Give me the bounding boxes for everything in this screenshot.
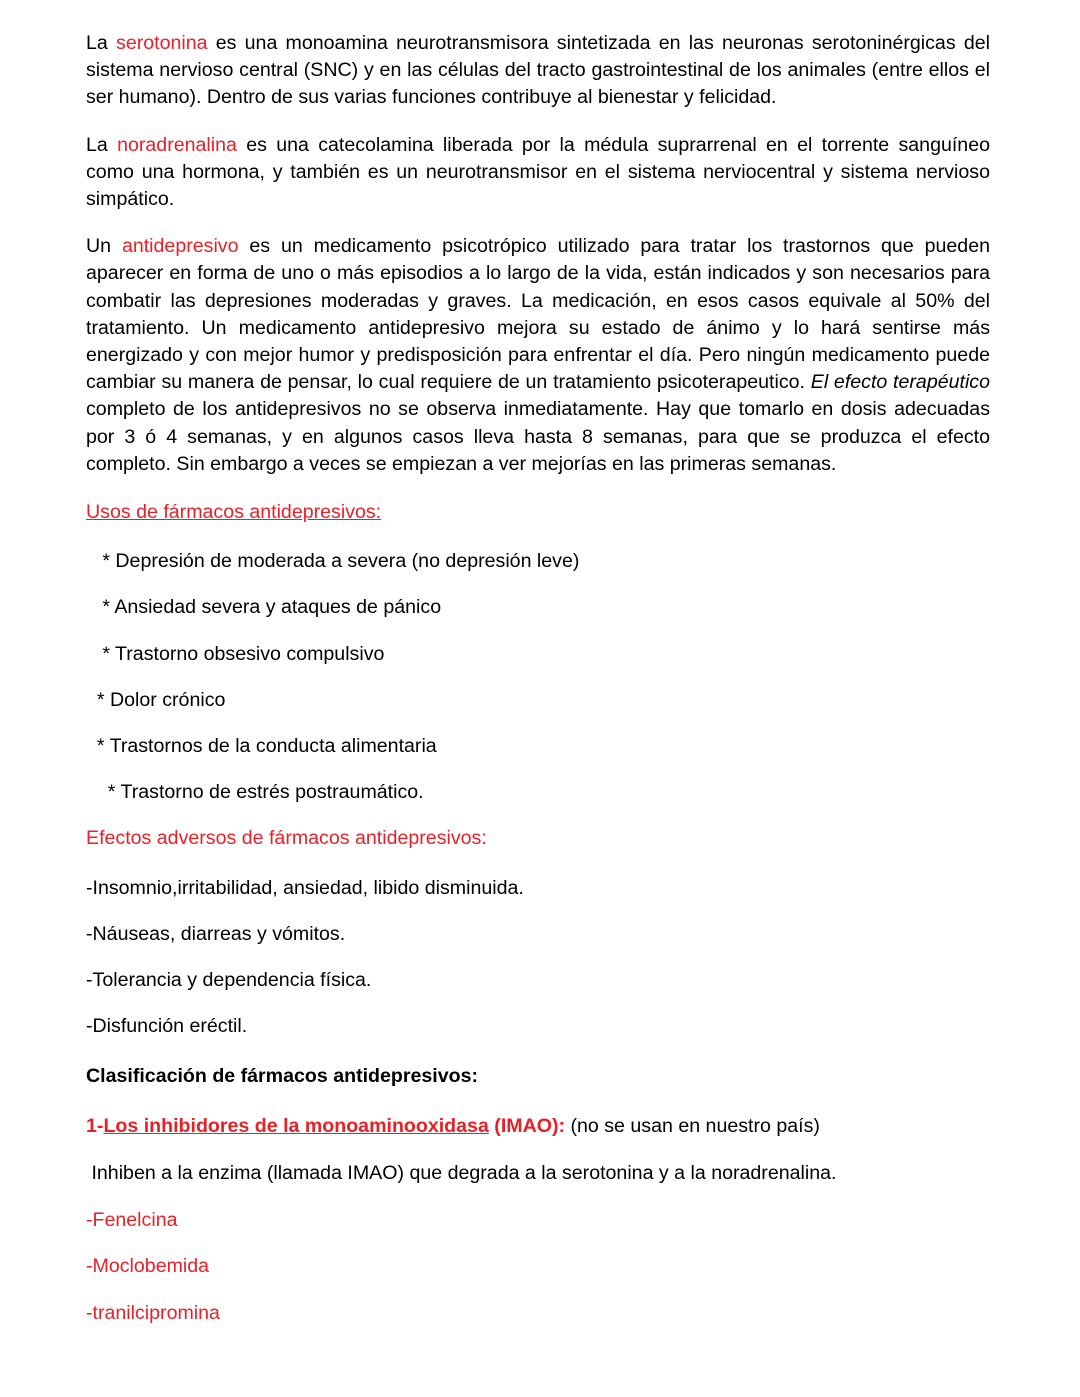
list-item: * Trastornos de la conducta alimentaria bbox=[86, 735, 437, 758]
list-item: -Disfunción eréctil. bbox=[86, 1015, 248, 1038]
keyword-serotonina: serotonina bbox=[116, 32, 208, 54]
list-item: * Depresión de moderada a severa (no depresión leve) bbox=[86, 550, 580, 573]
imao-title: Los inhibidores de la monoaminooxidasa bbox=[103, 1114, 489, 1137]
text-segment: es una monoamina neurotransmisora sintetizada en las neuronas serotoninérgicas del sistema nervioso central (SNC) y en las células del tracto gastrointestinal de los animales (entre ellos el ser humano). Dentro de sus varias funciones contribuye al bienestar y felicidad. bbox=[86, 32, 990, 109]
document-body bbox=[86, 30, 990, 1327]
text-segment: La bbox=[86, 32, 117, 54]
list-item: * Ansiedad severa y ataques de pánico bbox=[86, 596, 442, 619]
usos-list bbox=[86, 548, 990, 806]
paragraph-serotonina bbox=[86, 30, 990, 112]
heading-efectos-adversos: Efectos adversos de fármacos antidepresivos: bbox=[86, 827, 487, 850]
imao-drug-list bbox=[86, 1207, 990, 1327]
text-segment: es una catecolamina liberada por la médula suprarrenal en el torrente sanguíneo como una hormona, y también es un neurotransmisor en el sistema nerviocentral y sistema nervioso simpático. bbox=[86, 133, 990, 211]
list-item: -Náuseas, diarreas y vómitos. bbox=[86, 922, 346, 945]
list-item: -Insomnio,irritabilidad, ansiedad, libido disminuida. bbox=[86, 876, 524, 899]
heading-usos: Usos de fármacos antidepresivos: bbox=[86, 501, 382, 524]
list-item: -Tolerancia y dependencia física. bbox=[86, 969, 372, 992]
list-item: -tranilcipromina bbox=[86, 1301, 220, 1324]
keyword-antidepresivo: antidepresivo bbox=[121, 235, 239, 258]
list-item: * Trastorno obsesivo compulsivo bbox=[86, 642, 385, 665]
list-item: -Fenelcina bbox=[86, 1209, 178, 1232]
list-item: * Dolor crónico bbox=[86, 688, 226, 711]
heading-clasificacion: Clasificación de fármacos antidepresivos: bbox=[86, 1065, 479, 1088]
text-segment: completo de los antidepresivos no se observa inmediatamente. Hay que tomarlo en dosis adecuadas por 3 ó 4 semanas, y en algunos casos lleva hasta 8 semanas, para que se produzca el efecto completo. Sin embargo a veces se empiezan a ver mejorías en las primeras semanas. bbox=[86, 398, 990, 475]
text-segment: La bbox=[86, 133, 118, 156]
imao-note: (no se usan en nuestro país) bbox=[565, 1114, 820, 1137]
imao-description: Inhiben a la enzima (llamada IMAO) que degrada a la serotonina y a la noradrenalina. bbox=[86, 1161, 837, 1184]
list-item: * Trastorno de estrés postraumático. bbox=[86, 781, 424, 804]
text-segment: es un medicamento psicotrópico utilizado para tratar los trastornos que pueden aparecer en forma de uno o más episodios a lo largo de la vida, están indicados y son necesarios para combatir las depresiones moderadas y graves. La medicación, en esos casos equivale al 50% del tratamiento. Un medicamento antidepresivo mejora su estado de ánimo y lo hará sentirse más energizado y con mejor humor y predisposición para enfrentar el día. Pero ningún medicamento puede cambiar su manera de pensar, lo cual requiere de un tratamiento psicoterapeutico. bbox=[86, 235, 990, 394]
keyword-noradrenalina: noradrenalina bbox=[117, 133, 237, 156]
paragraph-antidepresivo bbox=[86, 233, 990, 478]
list-item: -Moclobemida bbox=[86, 1255, 210, 1278]
paragraph-noradrenalina bbox=[86, 132, 990, 214]
text-segment: Un bbox=[86, 235, 122, 258]
imao-abbrev: (IMAO): bbox=[488, 1114, 566, 1137]
efectos-adversos-list bbox=[86, 875, 990, 1041]
italic-efecto-terapeutico: El efecto terapéutico bbox=[810, 371, 990, 394]
imao-heading-line bbox=[86, 1113, 990, 1140]
imao-number: 1- bbox=[86, 1114, 104, 1137]
